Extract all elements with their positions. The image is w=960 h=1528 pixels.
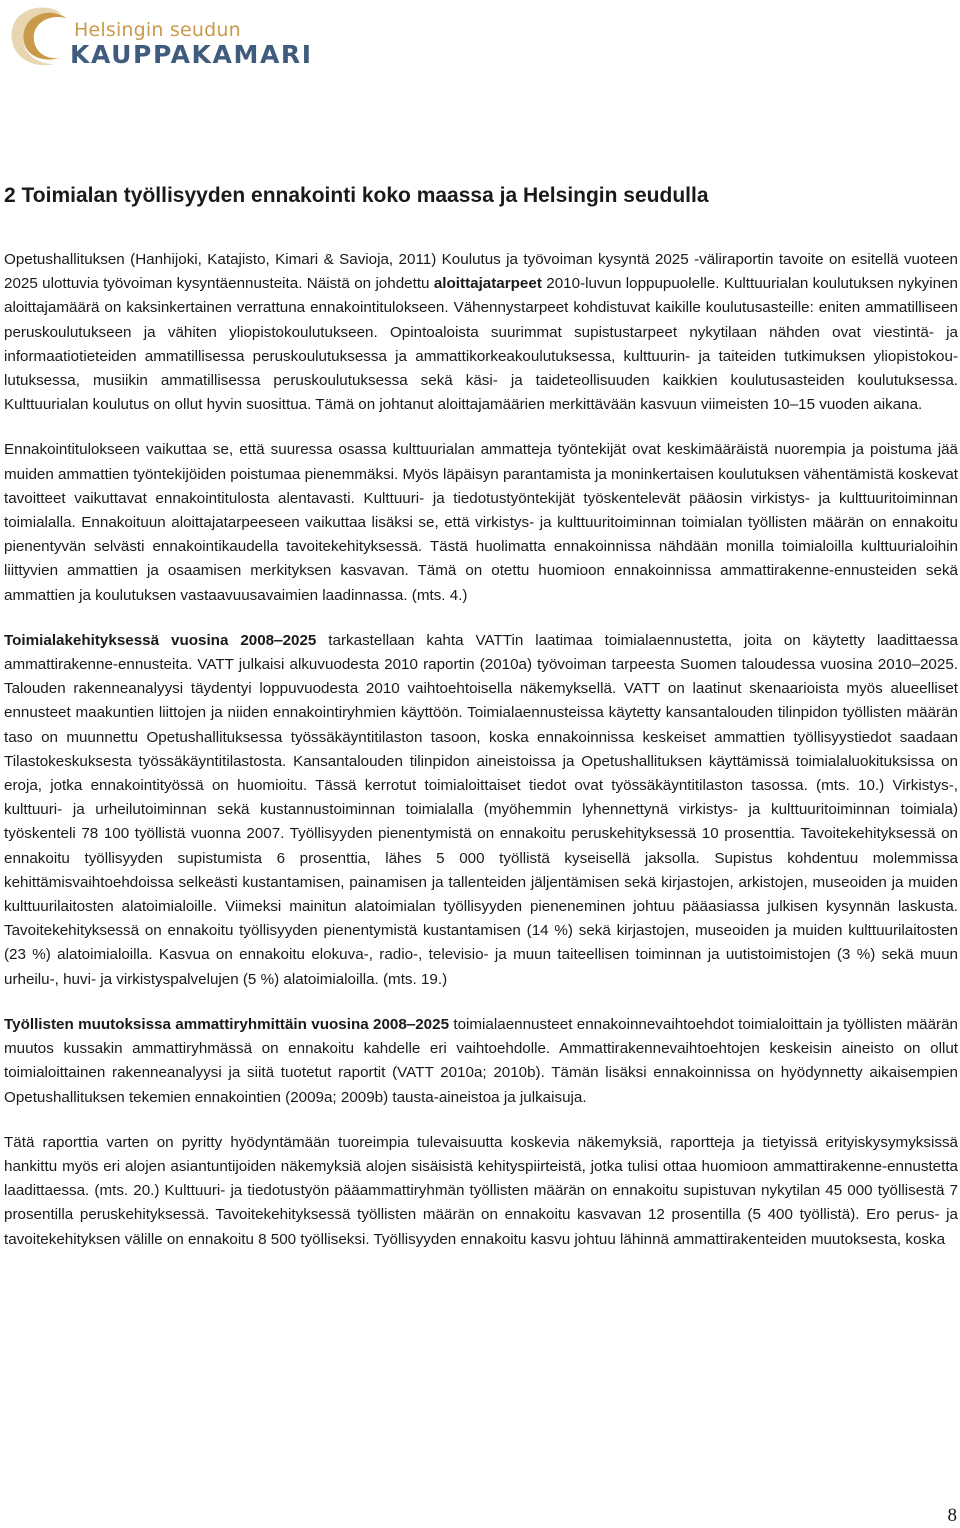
bold-term: Toimialakehityksessä vuosina 2008‒2025: [4, 631, 317, 649]
logo-text-line2: KAUPPAKAMARI: [70, 40, 313, 69]
text-run: 2010-luvun loppupuolelle. Kulttuurialan koulutuksen nykyinen aloittajamäärä on kaksinkertainen verrattuna ennakointitulokseen. Vähennystarpeet kohdistuvat kaikille koulutusasteille: eniten ammatilliseen peruskoulutukseen ja vähiten yliopistokoulutukseen. Opintoaloista suurimmat supistustarpeet nykytilaan nähden ovat viestintä- ja informaatiotieteiden ammatillisessa peruskoulutuksessa ja ammattikorkeakoulutuksessa, kulttuurin- ja taiteiden tutkimuksen yliopistokoulutuksessa, musiikin ammatillisessa peruskoulutuksessa sekä käsi- ja taideteollisuuden kaikkien koulutusasteiden koulutuksessa. Kulttuurialan koulutus on ollut hyvin suosittua. Tämä on johtanut aloittajamäärien merkittävään kasvuun viimeisten 10‒15 vuoden aikana.: [4, 275, 958, 414]
document-body: [4, 248, 958, 1273]
section-heading: 2 Toimialan työllisyyden ennakointi koko maassa ja Helsingin seudulla: [4, 184, 709, 207]
text-run: Ennakointitulokseen vaikuttaa se, että suuressa osassa kulttuurialan ammatteja työntekijät ovat keskimääräistä nuorempia ja poistuma jää muiden ammattien työntekijöiden poistumaa pienemmäksi. Myös läpäisyn parantamista ja moninkertaisen koulutuksen vähentämistä koskevat tavoitteet vaikuttavat ennakointitulosta alentavasti. Kulttuuri- ja tiedotustyöntekijät työskentelevät pääosin virkistys- ja kulttuuritoiminnan toimialalla. Ennakoituun aloittajatarpeeseen vaikuttaa lisäksi se, että virkistys- ja kulttuuritoiminnan toimialan työllisten määrän on ennakoitu pienentyvän selvästi ennakointikaudella tavoitekehityksessä. Tästä huolimatta ennakoinnissa nähdään monilla toimialoilla kulttuurialoihin liittyvien ammattien ja osaamisen merkityksen kasvavan. Tämä on otettu huomioon ennakoinnissa ammattirakenne-ennusteiden sekä ammattien ja koulutuksen vastaavuusavaimien laadinnassa. (mts. 4.): [4, 441, 958, 604]
logo-text-line1: Helsingin seudun: [74, 19, 241, 41]
paragraph-3: [4, 629, 958, 992]
text-run: tarkastellaan kahta VATTin laatimaa toimialaennustetta, joita on käytetty laadittaessa ammattirakenne-ennusteita. VATT julkaisi alkuvuodesta 2010 raportin (2010a) työvoiman tarpeesta Suomen taloudessa vuosina 2010‒2025. Talouden rakenneanalyysi täydentyi loppuvuodesta 2010 vaihtoehtoisella näkemyksellä. VATT on laatinut skenaarioista myös alueelliset ennusteet maakuntien liittojen ja niiden ennakointiryhmien käyttöön. Toimialaennusteissa käytetty kansantalouden tilinpidon työllisten määrän taso on muunnettu Opetushallituksessa työssäkäyntitilaston tasoon, koska ennakoinnissa keskeiset ammattien työllisyystiedot saadaan Tilastokeskuksesta työssäkäyntitilastosta. Kansantalouden tilinpidon aineistoissa ja Opetushallituksen käyttämissä toimialaluokituksissa on eroja, jotka ennakointityössä on huomioitu. Tässä kerrotut toimialoittaiset tiedot ovat työssäkäyntitilaston tasossa. (mts. 10.) Virkistys-, kulttuuri- ja urheilutoiminnan sekä kustannustoiminnan toimialalla (myöhemmin lyhennettynä virkistys- ja kulttuuritoiminnan toimiala) työskenteli 78 100 työllistä vuonna 2007. Työllisyyden pienentymistä on ennakoitu peruskehityksessä 10 prosenttia. Tavoitekehityksessä on ennakoitu työllisyyden supistumista 6 prosenttia, lähes 5 000 työllistä kyseisellä jaksolla. Supistus kohdentuu molemmissa kehittämisvaihtoehdoissa selkeästi kustantamisen, painamisen ja tallenteiden jäljentämisen sekä kirjastojen, arkistojen, museoiden ja muiden kulttuurilaitosten alatoimialoille. Viimeksi mainitun alatoimialan työllisyyden pieneneminen johtuu pääasiassa julkisen kysynnän laskusta. Tavoitekehityksessä on ennakoitu työllisyyden pienentymistä kustantamisen (14 %) sekä kirjastojen, museoiden ja muiden kulttuurilaitosten (23 %) alatoimialoilla. Kasvua on ennakoitu elokuva-, radio-, televisio- ja muun taiteellisen toiminnan ja uutistoimistojen (3 %) sekä muun urheilu-, huvi- ja virkistyspalvelujen (5 %) alatoimialoilla. (mts. 19.): [4, 631, 958, 988]
bold-term: Työllisten muutoksissa ammattiryhmittäin vuosina 2008‒2025: [4, 1015, 450, 1033]
chamber-logo: [4, 4, 313, 72]
text-run: Opetushallituksen (Hanhijoki, Katajisto, Kimari & Savioja, 2011) Koulutus ja työvoiman kysyntä 2025 -väliraportin tavoite on esitellä vuoteen 2025 ulottuvia työvoiman kysyntäennusteita. Näistä on johdettu: [4, 251, 958, 293]
paragraph-4: [4, 1013, 958, 1110]
paragraph-1: [4, 248, 958, 417]
page-number: 8: [947, 1505, 957, 1526]
paragraph-5: [4, 1131, 958, 1252]
text-run: toimialaennusteet ennakoinnevaihtoehdot toimialoittain ja työllisten määrän muutos kussakin ammattiryhmässä on ennakoitu kahdelle eri vaihtoehdolle. Ammattirakennevaihtoehtojen keskeisin aineisto on ollut toimialoittainen rakenneanalyysi ja siitä tuotetut raportit (VATT 2010a; 2010b). Tämän lisäksi ennakoinnissa on hyödynnetty aikaisempien Opetushallituksen tekemien ennakointien (2009a; 2009b) tausta-aineistoa ja julkaisuja.: [4, 1015, 958, 1106]
paragraph-2: [4, 438, 958, 607]
text-run: Tätä raporttia varten on pyritty hyödyntämään tuoreimpia tulevaisuutta koskevia näkemyksiä, raportteja ja tietyissä erityiskysymyksissä hankittu myös eri alojen asiantuntijoiden näkemyksiä alojen sisäisistä kehityspiirteistä, jotka tulisi ottaa huomioon ammattirakenne-ennustetta laadittaessa. (mts. 20.) Kulttuuri- ja tiedotustyön pääammattiryhmän työllisten määrän on ennakoitu supistuvan nykytilan 45 000 työllisestä 7 prosentilla peruskehityksessä. Tavoitekehityksessä työllisten määrän on ennakoitu kasvavan 12 prosentilla (5 400 työllistä). Ero perus- ja tavoitekehityksen välille on ennakoitu 8 500 työlliseksi. Työllisyyden ennakoitu kasvu johtuu lähinnä ammattirakenteiden muutoksesta, koska: [4, 1133, 958, 1248]
bold-term: aloittajatarpeet: [433, 275, 542, 293]
